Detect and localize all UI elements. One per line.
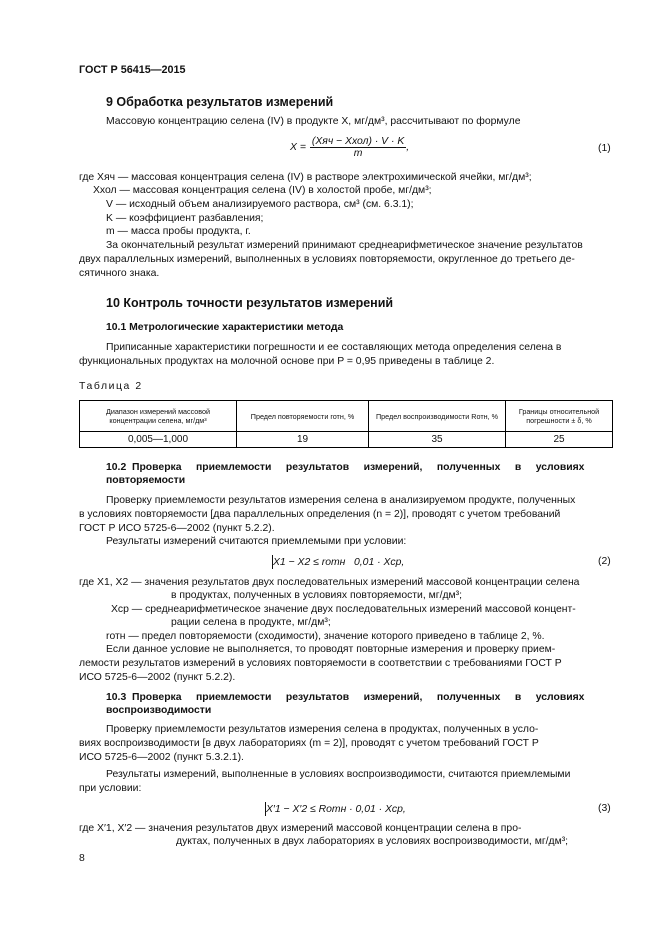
formula-2-number: (2) — [598, 556, 611, 567]
subsection-10-1-text-2: функциональных продуктах на молочной основе при P = 0,95 приведены в таблице 2. — [79, 356, 495, 367]
section-9-intro: Массовую концентрацию селена (IV) в продукте X, мг/дм³, рассчитывают по формуле — [106, 116, 521, 127]
where-line-2: Xхол — массовая концентрация селена (IV) в холостой пробе, мг/дм³; — [93, 185, 432, 196]
where2-line-2: в продуктах, полученных в условиях повторяемости, мг/дм³; — [171, 590, 463, 601]
final-result-line-1: За окончательный результат измерений принимают среднеарифметическое значение результатов — [106, 240, 583, 251]
table-header-cell: Предел воспроизводимости Rотн, % — [369, 401, 506, 432]
where3-line-2: дуктах, полученных в двух лабораториях в условиях воспроизводимости, мг/дм³; — [176, 836, 569, 847]
table-cell: 0,005—1,000 — [80, 432, 237, 448]
where2-line-5: rотн — предел повторяемости (сходимости), значение которого приведено в таблице 2, %. — [106, 631, 545, 642]
subsection-10-3-text-4: Результаты измерений, выполненные в условиях воспроизводимости, считаются приемлемыми — [106, 769, 571, 780]
table-row — [80, 432, 613, 448]
subsection-10-2-condition: Результаты измерений считаются приемлемыми при условии: — [106, 536, 407, 547]
table-header-cell: Границы относительной погрешности ± δ, % — [506, 401, 613, 432]
table-header-cell: Диапазон измерений массовой концентрации селена, мг/дм³ — [80, 401, 237, 432]
formula-3-number: (3) — [598, 803, 611, 814]
page-number: 8 — [79, 853, 85, 864]
subsection-10-2-text-6: ИСО 5725-6—2002 (пункт 5.2.2). — [79, 672, 236, 683]
section-10-title: 10 Контроль точности результатов измерений — [106, 296, 394, 310]
section-9-title: 9 Обработка результатов измерений — [106, 95, 334, 109]
formula-1-tail: , — [406, 142, 410, 153]
where2-line-4: рации селена в продукте, мг/дм³; — [171, 617, 331, 628]
table-cell: 19 — [237, 432, 369, 448]
where-line-3: V — исходный объем анализируемого раствора, см³ (см. 6.3.1); — [106, 199, 414, 210]
document-code: ГОСТ Р 56415—2015 — [79, 64, 186, 76]
formula-1-denominator: m — [353, 148, 363, 159]
subsection-10-2-text-1: Проверку приемлемости результатов измерения селена в анализируемом продукте, полученных — [106, 495, 576, 506]
subsection-10-3-title-1: 10.3 Проверка приемлемости результатов измерений, полученных в условиях — [106, 692, 585, 703]
where3-line-1: где X′1, X′2 — значения результатов двух измерений массовой концентрации селена в про- — [79, 823, 522, 834]
where2-line-1: где X1, X2 — значения результатов двух последовательных измерений массовой концентрации селена — [79, 577, 580, 588]
formula-3-text: X′1 − X′2 ≤ Rотн · 0,01 · Xср, — [266, 803, 406, 815]
formula-1-number: (1) — [598, 143, 611, 154]
subsection-10-2-text-5: лемости результатов измерений в условиях повторяемости в соответствии с требованиями ГОСТ Р — [79, 658, 562, 669]
subsection-10-2-title-1: 10.2 Проверка приемлемости результатов измерений, полученных в условиях — [106, 462, 585, 473]
table-2 — [79, 400, 613, 448]
subsection-10-2-title-2: повторяемости — [106, 475, 186, 486]
formula-1-numerator: (Xяч − Xхол) · V · K — [311, 136, 405, 147]
table-cell: 25 — [506, 432, 613, 448]
table-caption: Таблица 2 — [79, 381, 143, 392]
formula-1-lhs: X = — [290, 142, 306, 153]
subsection-10-3-text-2: виях воспроизводимости [в двух лабораториях (m = 2)], проводят с учетом требований ГОСТ Р — [79, 738, 539, 749]
formula-2-text: X1 − X2 ≤ rотн 0,01 · Xср, — [273, 556, 405, 568]
where-line-5: m — масса пробы продукта, г. — [106, 226, 251, 237]
where-line-1: где Xяч — массовая концентрация селена (IV) в растворе электрохимической ячейки, мг/дм³; — [79, 172, 532, 183]
final-result-line-2: двух параллельных измерений, выполненных в условиях повторяемости, округленное до третьего де- — [79, 254, 575, 265]
formula-1 — [290, 136, 409, 159]
formula-2 — [272, 555, 404, 569]
subsection-10-1-title: 10.1 Метрологические характеристики метода — [106, 322, 344, 333]
table-cell: 35 — [369, 432, 506, 448]
subsection-10-2-text-2: в условиях повторяемости [два параллельных определения (n = 2)], проводят с учетом требований — [79, 509, 561, 520]
subsection-10-3-title-2: воспроизводимости — [106, 705, 212, 716]
subsection-10-2-text-4: Если данное условие не выполняется, то проводят повторные измерения и проверку прием- — [106, 644, 556, 655]
where-line-4: K — коэффициент разбавления; — [106, 213, 264, 224]
final-result-line-3: сятичного знака. — [79, 268, 160, 279]
subsection-10-3-text-3: ИСО 5725-6—2002 (пункт 5.3.2.1). — [79, 752, 244, 763]
table-header-row — [80, 401, 613, 432]
subsection-10-3-text-5: при условии: — [79, 783, 142, 794]
table-header-cell: Предел повторяемости rотн, % — [237, 401, 369, 432]
subsection-10-1-text-1: Приписанные характеристики погрешности и ее составляющих метода определения селена в — [106, 342, 562, 353]
subsection-10-2-text-3: ГОСТ Р ИСО 5725-6—2002 (пункт 5.2.2). — [79, 523, 275, 534]
where2-line-3: Xср — среднеарифметическое значение двух последовательных измерений массовой концент- — [111, 604, 576, 615]
subsection-10-3-text-1: Проверку приемлемости результатов измерения селена в продуктах, полученных в усло- — [106, 724, 539, 735]
formula-1-fraction — [310, 136, 406, 159]
formula-3 — [265, 802, 406, 816]
